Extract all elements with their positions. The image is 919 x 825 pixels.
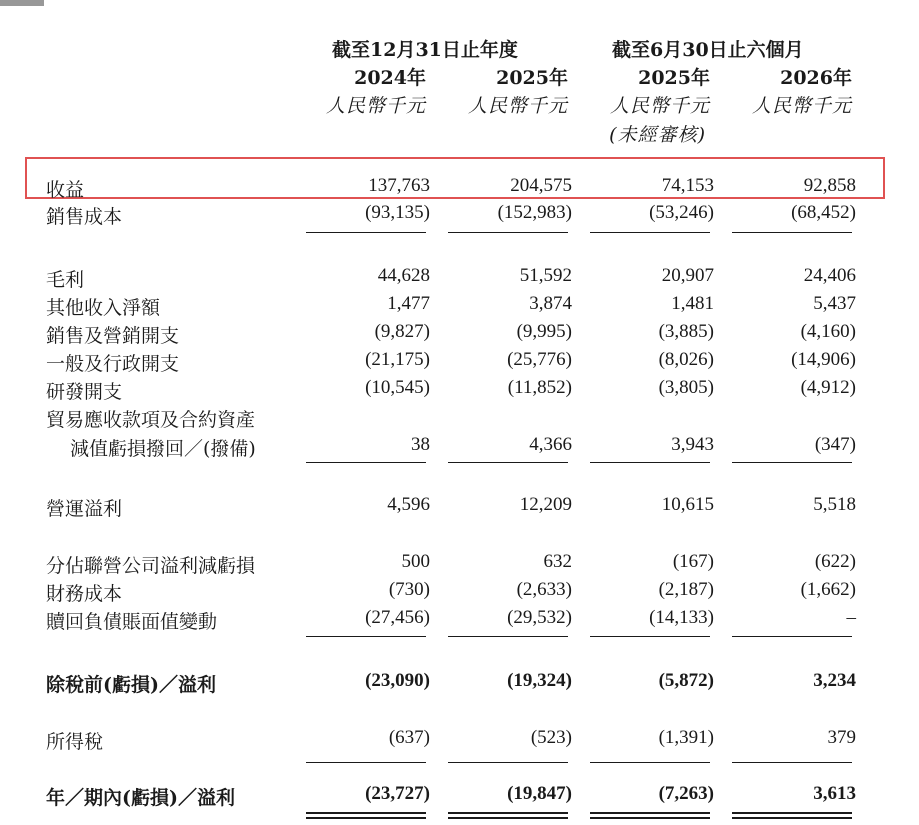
row-label: 贖回負債賬面值變動 bbox=[46, 611, 218, 633]
row-label: 除稅前(虧損)／溢利 bbox=[46, 674, 216, 696]
subtotal-rule bbox=[306, 636, 426, 637]
subtotal-rule bbox=[448, 232, 568, 233]
table-row-cost-of-sales bbox=[0, 202, 919, 230]
cell-value: (167) bbox=[672, 551, 714, 572]
row-label: 其他收入淨額 bbox=[46, 297, 161, 319]
cell-value: (7,263) bbox=[658, 783, 714, 804]
cell-value: 10,615 bbox=[661, 494, 714, 515]
cell-value: 44,628 bbox=[377, 265, 430, 286]
table-row-redemption-liability bbox=[0, 607, 919, 635]
cell-value: 3,943 bbox=[671, 434, 714, 455]
cell-value: (21,175) bbox=[365, 349, 430, 370]
cell-value: (1,391) bbox=[658, 727, 714, 748]
row-label: 研發開支 bbox=[46, 381, 123, 403]
year-col-1: 2024年 bbox=[354, 67, 426, 89]
subtotal-rule bbox=[590, 636, 710, 637]
cell-value: (29,532) bbox=[507, 607, 572, 628]
cell-value: – bbox=[846, 607, 856, 628]
row-label: 毛利 bbox=[46, 269, 85, 291]
unaudited-note: (未經審核) bbox=[609, 124, 706, 146]
cell-value: (27,456) bbox=[365, 607, 430, 628]
cell-value: (14,133) bbox=[649, 607, 714, 628]
row-label: 營運溢利 bbox=[46, 498, 123, 520]
cell-value: (93,135) bbox=[365, 202, 430, 223]
total-double-rule bbox=[732, 812, 852, 819]
cell-value: (347) bbox=[814, 434, 856, 455]
cell-value: (53,246) bbox=[649, 202, 714, 223]
cell-value: 1,477 bbox=[387, 293, 430, 314]
cell-value: 137,763 bbox=[368, 175, 430, 196]
table-row-finance-costs bbox=[0, 579, 919, 607]
cell-value: 74,153 bbox=[661, 175, 714, 196]
row-label: 分佔聯營公司溢利減虧損 bbox=[46, 555, 256, 577]
cell-value: (523) bbox=[530, 727, 572, 748]
cell-value: (23,727) bbox=[365, 783, 430, 804]
cell-value: 1,481 bbox=[671, 293, 714, 314]
cell-value: 38 bbox=[411, 434, 430, 455]
row-label: 一般及行政開支 bbox=[46, 353, 180, 375]
cell-value: 51,592 bbox=[519, 265, 572, 286]
table-row-impairment bbox=[0, 434, 919, 462]
table-row-operating-profit bbox=[0, 494, 919, 522]
cell-value: (9,995) bbox=[516, 321, 572, 342]
total-double-rule bbox=[590, 812, 710, 819]
year-col-2: 2025年 bbox=[496, 67, 568, 89]
cell-value: 4,366 bbox=[529, 434, 572, 455]
subtotal-rule bbox=[732, 762, 852, 763]
table-row-rd-expenses bbox=[0, 377, 919, 405]
cell-value: (68,452) bbox=[791, 202, 856, 223]
cell-value: 12,209 bbox=[519, 494, 572, 515]
header-interim-period: 截至6月30日止六個月 bbox=[612, 39, 804, 61]
cell-value: (9,827) bbox=[374, 321, 430, 342]
row-label: 年／期內(虧損)／溢利 bbox=[46, 787, 235, 809]
cell-value: 5,518 bbox=[813, 494, 856, 515]
table-row-income-tax bbox=[0, 727, 919, 755]
row-label: 收益 bbox=[46, 179, 85, 201]
subtotal-rule bbox=[448, 636, 568, 637]
cell-value: 632 bbox=[543, 551, 572, 572]
subtotal-rule bbox=[732, 462, 852, 463]
cell-value: (4,912) bbox=[800, 377, 856, 398]
table-row-profit-before-tax bbox=[0, 670, 919, 698]
subtotal-rule bbox=[590, 232, 710, 233]
cell-value: (3,805) bbox=[658, 377, 714, 398]
cell-value: 20,907 bbox=[661, 265, 714, 286]
cell-value: 24,406 bbox=[803, 265, 856, 286]
subtotal-rule bbox=[590, 462, 710, 463]
subtotal-rule bbox=[732, 232, 852, 233]
cell-value: (23,090) bbox=[365, 670, 430, 691]
cell-value: 5,437 bbox=[813, 293, 856, 314]
subtotal-rule bbox=[306, 462, 426, 463]
cropped-text-fragment bbox=[0, 0, 44, 6]
total-double-rule bbox=[306, 812, 426, 819]
cell-value: (622) bbox=[814, 551, 856, 572]
row-label: 所得稅 bbox=[46, 731, 104, 753]
cell-value: (5,872) bbox=[658, 670, 714, 691]
cell-value: 379 bbox=[827, 727, 856, 748]
cell-value: (19,847) bbox=[507, 783, 572, 804]
cell-value: (11,852) bbox=[507, 377, 572, 398]
table-row-associates bbox=[0, 551, 919, 579]
cell-value: 204,575 bbox=[510, 175, 572, 196]
row-label: 銷售成本 bbox=[46, 206, 123, 228]
cell-value: (637) bbox=[388, 727, 430, 748]
subtotal-rule bbox=[590, 762, 710, 763]
cell-value: (2,187) bbox=[658, 579, 714, 600]
cell-value: 92,858 bbox=[803, 175, 856, 196]
table-row-net-profit bbox=[0, 783, 919, 811]
subtotal-rule bbox=[448, 762, 568, 763]
year-col-3: 2025年 bbox=[638, 67, 710, 89]
cell-value: (25,776) bbox=[507, 349, 572, 370]
unit-col-4: 人民幣千元 bbox=[751, 95, 852, 117]
table-row-other-income bbox=[0, 293, 919, 321]
cell-value: (2,633) bbox=[516, 579, 572, 600]
table-row-admin-expenses bbox=[0, 349, 919, 377]
cell-value: 3,234 bbox=[813, 670, 856, 691]
table-row-impairment-heading bbox=[0, 405, 919, 433]
cell-value: (730) bbox=[388, 579, 430, 600]
subtotal-rule bbox=[448, 462, 568, 463]
table-row-selling-expenses bbox=[0, 321, 919, 349]
cell-value: 500 bbox=[401, 551, 430, 572]
cell-value: (3,885) bbox=[658, 321, 714, 342]
cell-value: (10,545) bbox=[365, 377, 430, 398]
row-label: 銷售及營銷開支 bbox=[46, 325, 180, 347]
subtotal-rule bbox=[306, 762, 426, 763]
cell-value: 4,596 bbox=[387, 494, 430, 515]
row-label: 減值虧損撥回／(撥備) bbox=[70, 438, 256, 460]
row-label: 財務成本 bbox=[46, 583, 123, 605]
unit-col-1: 人民幣千元 bbox=[325, 95, 426, 117]
cell-value: (14,906) bbox=[791, 349, 856, 370]
cell-value: (4,160) bbox=[800, 321, 856, 342]
header-annual-period: 截至12月31日止年度 bbox=[332, 39, 518, 61]
cell-value: 3,613 bbox=[813, 783, 856, 804]
subtotal-rule bbox=[306, 232, 426, 233]
row-label: 貿易應收款項及合約資產 bbox=[46, 409, 256, 431]
cell-value: (152,983) bbox=[497, 202, 572, 223]
cell-value: 3,874 bbox=[529, 293, 572, 314]
cell-value: (8,026) bbox=[658, 349, 714, 370]
table-row-gross-profit bbox=[0, 265, 919, 293]
unit-col-3: 人民幣千元 bbox=[609, 95, 710, 117]
subtotal-rule bbox=[732, 636, 852, 637]
table-row-revenue bbox=[0, 175, 919, 203]
cell-value: (1,662) bbox=[800, 579, 856, 600]
total-double-rule bbox=[448, 812, 568, 819]
year-col-4: 2026年 bbox=[780, 67, 852, 89]
unit-col-2: 人民幣千元 bbox=[467, 95, 568, 117]
cell-value: (19,324) bbox=[507, 670, 572, 691]
